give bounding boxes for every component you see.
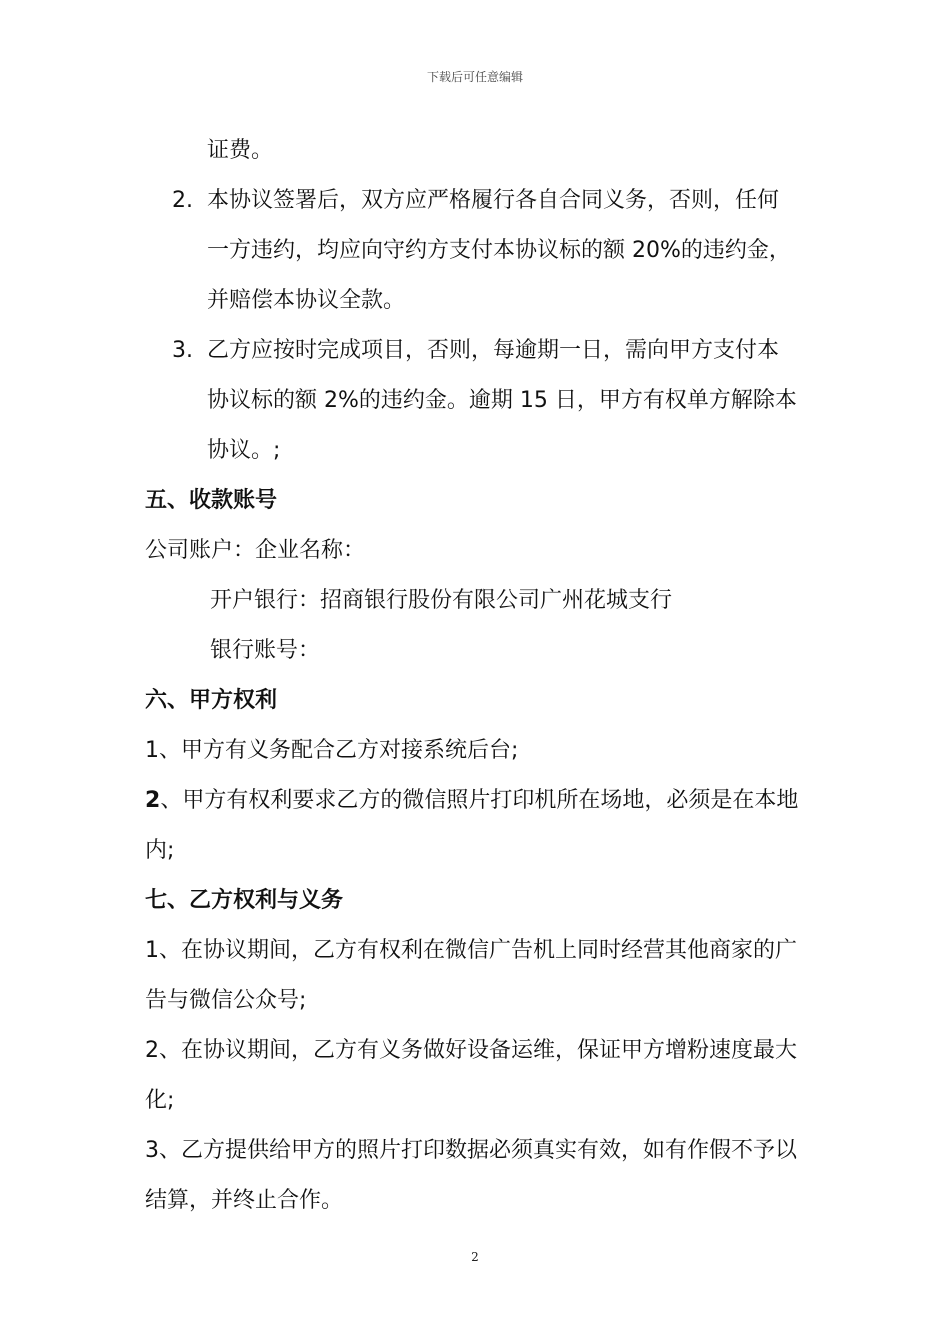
page-number: 2 — [471, 1250, 479, 1264]
section-6-title: 六、甲方权利 — [145, 688, 278, 713]
section-7-item-2-line-2: 化; — [145, 1088, 175, 1113]
section-6-item-2 — [145, 786, 798, 816]
section-7-item-1-line-1: 1、在协议期间，乙方有权利在微信广告机上同时经营其他商家的广 — [145, 938, 797, 963]
bank-line: 开户银行：招商银行股份有限公司广州花城支行 — [210, 588, 673, 613]
continued-line: 证费。 — [207, 138, 274, 163]
section-6-item-2-cont: 内; — [145, 838, 175, 863]
section-5-title: 五、收款账号 — [145, 488, 278, 513]
section-7-item-1-line-2: 告与微信公众号; — [145, 988, 307, 1013]
section-6-item-2-text: 、甲方有权利要求乙方的微信照片打印机所在场地，必须是在本地 — [160, 788, 799, 813]
item-2-line-2: 一方违约，均应向守约方支付本协议标的额 20%的违约金， — [207, 238, 791, 263]
section-6-item-1: 1、甲方有义务配合乙方对接系统后台; — [145, 738, 519, 763]
item-3-line-1: 乙方应按时完成项目，否则，每逾期一日，需向甲方支付本 — [207, 338, 780, 363]
section-7-item-3-line-2: 结算，并终止合作。 — [145, 1188, 344, 1213]
account-number-line: 银行账号： — [210, 638, 321, 663]
item-3-line-3: 协议。; — [207, 438, 281, 463]
company-account-line: 公司账户：企业名称： — [145, 538, 366, 563]
section-6-item-2-number: 2 — [145, 788, 161, 813]
section-7-item-2-line-1: 2、在协议期间，乙方有义务做好设备运维，保证甲方增粉速度最大 — [145, 1038, 797, 1063]
item-3-line-2: 协议标的额 2%的违约金。逾期 15 日，甲方有权单方解除本 — [207, 388, 797, 413]
item-2-number: 2. — [172, 188, 193, 213]
section-7-title: 七、乙方权利与义务 — [145, 888, 344, 913]
item-2-line-3: 并赔偿本协议全款。 — [207, 288, 406, 313]
section-7-item-3-line-1: 3、乙方提供给甲方的照片打印数据必须真实有效，如有作假不予以 — [145, 1138, 797, 1163]
item-2-line-1: 本协议签署后，双方应严格履行各自合同义务，否则，任何 — [207, 188, 780, 213]
page-header: 下载后可任意编辑 — [426, 70, 523, 84]
item-3-number: 3. — [172, 338, 193, 363]
